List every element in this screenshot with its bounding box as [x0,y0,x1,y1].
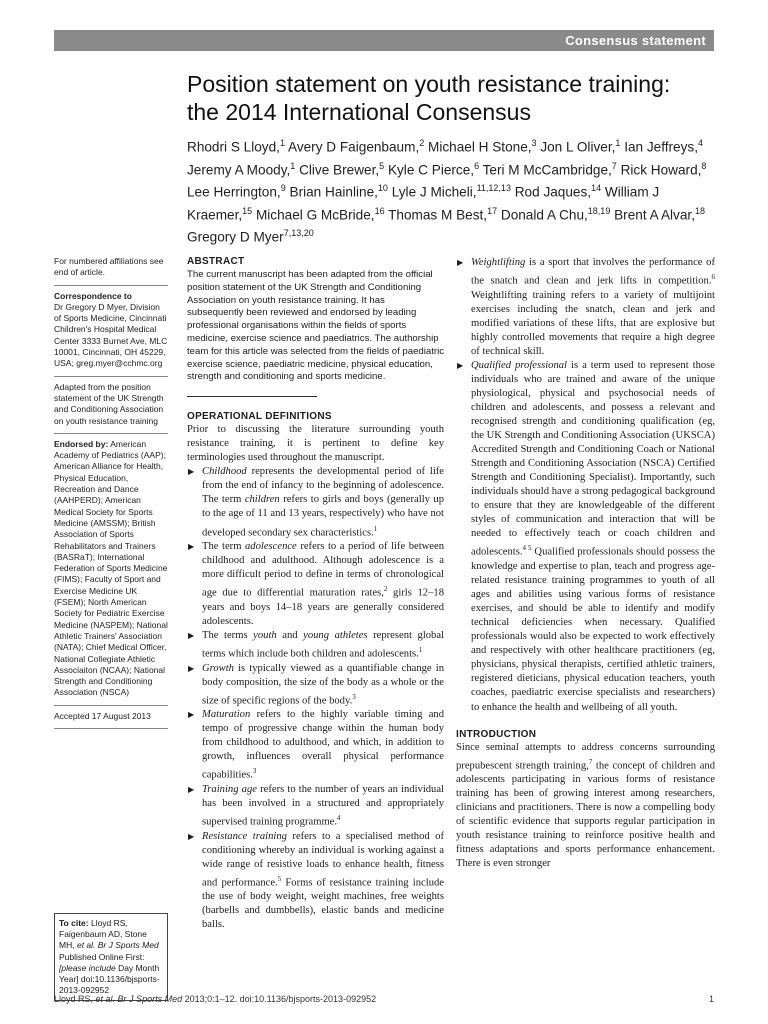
definition-term: adolescence [245,541,297,553]
definition-text: and [276,629,304,641]
title-line-1: Position statement on youth resistance training: [187,71,671,97]
author-name: Kyle C Pierce, [387,162,475,178]
reference-number: 3 [352,692,356,701]
definition-term: Weightlifting [471,257,526,268]
bullet-triangle-icon: ▶ [188,831,195,841]
page-footer: Lloyd RS, et al. Br J Sports Med 2013;0:1–12. doi:10.1136/bjsports-2013-092952 1 [54,994,714,1004]
reference-number: 4 [337,814,341,823]
divider [54,285,168,286]
definition-text: is a sport that involves the performance of the snatch and clean and jerk lifts in competition. [471,257,715,287]
author-name: Rhodri S Lloyd, [187,139,280,155]
column-right [456,256,715,872]
bullet-triangle-icon: ▶ [457,258,464,267]
definition-text: represent global terms which include both children and adolescents. [202,629,444,660]
correspondence-text: Dr Gregory D Myer, Division of Sports Medicine, Cincinnati Children's Hospital Medical Center 3333 Burnet Ave, MLC 10001, Cincinnati, OH 45229, USA; greg.myer@cchmc.org [54,301,168,369]
adapted-note: Adapted from the position statement of the UK Strength and Conditioning Association on youth resistance training [54,381,164,426]
author-name: Jeremy A Moody, [187,162,291,178]
definition-text: Qualified professionals should possess the knowledge and expertise to plan, teach and progress age-related resistance training programmes to youth of all ages and abilities using various forms of resistance exercises, and should be able to identify and modify technical deficiencies when necessary. Qualified professionals would also be expected to work effectively and respectively with other healthcare practitioners (eg, physicians, physical therapists, certified athletic trainers, registered dieticians, physical education teachers, youth coaches, paediatric exercise specialists and researchers) to enhance the health and wellbeing of all youth. [471,547,716,713]
author-affiliation-number: 10 [377,183,388,194]
definition-list [187,465,444,932]
author-name: William J Kraemer, [187,184,660,223]
definition-item [187,783,444,830]
author-name: Michael H Stone, [428,139,532,155]
definition-text: The terms [202,629,254,641]
divider [54,433,168,434]
author-affiliation-number: 9 [280,183,286,194]
author-name: Rick Howard, [620,162,702,178]
definition-term: Resistance training [202,830,287,842]
author-name: Rod Jaques, [514,184,592,200]
author-affiliation-number: 18,19 [587,205,611,216]
author-affiliation-number: 6 [474,160,480,171]
author-affiliation-number: 16 [374,205,385,216]
author-name: Ian Jeffreys, [624,139,698,155]
definition-term: Childhood [202,466,247,478]
section-banner: Consensus statement [54,30,714,51]
author-affiliation-number: 8 [701,160,707,171]
bullet-triangle-icon: ▶ [188,663,195,673]
page-number: 1 [708,994,714,1004]
reference-number: 4 5 [522,544,532,553]
author-name: Teri M McCambridge, [482,162,612,178]
definition-item [187,662,444,709]
author-affiliation-number: 17 [487,205,498,216]
definition-text: Forms of resistance training include the use of body weight, weight machines, free weights (barbells and dumbbells), elastic bands and medicine balls. [202,877,444,931]
bullet-triangle-icon: ▶ [188,630,195,640]
definition-text: is typically viewed as a quantifiable change in body composition, the size of the body as a whole or the size of specific regions of the body. [202,662,444,707]
definition-item [187,708,444,783]
author-affiliation-number: 11,12,13 [476,183,511,194]
definition-term: youth [253,629,277,641]
author-affiliation-number: 1 [290,160,296,171]
introduction-heading: INTRODUCTION [456,728,537,740]
operational-definitions-intro: Prior to discussing the literature surrounding youth resistance training, it is pertinent to define key terminologies used throughout the manuscript. [187,424,444,464]
author-name: Brian Hainline, [289,184,378,200]
author-affiliation-number: 3 [531,138,537,148]
divider [54,376,168,377]
author-affiliation-number: 5 [379,160,385,171]
author-name: Avery D Faigenbaum, [288,139,420,155]
reference-number: 2 [383,585,388,594]
divider [54,728,168,729]
sidebar [54,256,168,734]
reference-number: 6 [711,273,715,282]
author-name: Lyle J Micheli, [391,184,477,200]
reference-number: 3 [252,767,257,776]
definition-text: refers to a period of life between childhood and adulthood. Although adolescence is a more difficult period to define in terms of chronological age due to differential maturation rates, [202,541,444,599]
definition-text: refers to the number of years an individual has been involved in a structured and appropriately supervised training programme. [202,783,444,828]
definition-term: children [244,494,280,506]
definition-list-continued [456,256,715,715]
abstract-heading: ABSTRACT [187,256,245,267]
definition-text: Weightlifting training refers to a variety of multijoint exercises including the snatch, clean and jerk and modified variations of these lifts, that are explosive but highly controlled movements that require a high degree of technical skill. [471,289,715,357]
author-affiliation-number: 2 [419,138,425,148]
definition-term: Training age [202,783,257,795]
divider [54,705,168,706]
author-affiliation-number: 1 [279,138,285,148]
author-affiliation-number: 15 [242,205,253,216]
divider [187,396,317,397]
definition-text: refers to the highly variable timing and tempo of progressive change within the human body from childhood to adulthood, and which, in addition to growth, influences overall physical performance capabilities. [202,709,444,781]
definition-item [187,540,444,629]
operational-definitions-heading: OPERATIONAL DEFINITIONS [187,411,332,423]
definition-item [187,629,444,662]
abstract-text: The current manuscript has been adapted from the official position statement of the UK Strength and Conditioning Association on youth resistance training. It has subsequently been reviewed and endorsed by leading professional organisations within the fields of sports medicine, exercise science and paediatrics. The authorship team for this article was selected from the fields of paediatric exercise science, paediatric medicine, physical education, strength and conditioning and sports medicine. [187,269,445,383]
introduction-text: Since seminal attempts to address concerns surrounding prepubescent strength training,$^7$ the concept of children and adolescents participating in various forms of resistance training has been of growing interest among researchers, clinicians and practitioners. There is now a compelling body of scientific evidence that supports regular participation in youth resistance training to reinforce positive health and fitness adaptations and sports performance enhancement. There is even stronger [456,741,715,870]
reference-number: 5 [277,874,282,883]
reference-number: 1 [418,645,423,654]
author-name: Thomas M Best, [388,207,488,223]
author-affiliation-number: 7 [611,160,617,171]
author-affiliation-number: 14 [591,183,602,194]
endorsements: Endorsed by: American Academy of Pediatrics (AAP); American Alliance for Health, Physical Education, Recreation and Dance (AAHPERD); American Medical Society for Sports Medicine (AMSSM); British Association of Sports Rehabilitators and Trainers (BASRaT); International Federation of Sports Medicine (FIMS); Faculty of Sport and Exercise Medicine UK (FSEM); North American Society for Pediatric Exercise Medicine (NASPEM); National Athletic Trainers' Association (NATA); Chief Medical Officer, National Collegiate Athletic Associaiton (NCAA); National Strength and Conditioning Association (NSCA) [54,438,168,698]
definition-text: refers to a specialised method of conditioning whereby an individual is working against a wide range of resistive loads to enhance health, fitness and performance. [202,830,444,889]
definition-text: is a term used to represent those individuals who are trained and aware of the unique physiological, physical and psychosocial needs of children and adolescents, and possess a relevant and recognised strength and conditioning qualification (eg, the UK Strength and Conditioning Association (UKSCA) Accredited Strength and Conditioning Coach or National Strength and Conditioning Association (NSCA) Certified Strength and Conditioning Specialist). Importantly, such individuals should have a strong pedagogical background to ensure that they are knowledgeable of the different styles of communication and interaction that will be needed to effectively teach or coach children and adolescents. [471,359,716,558]
affiliation-note: For numbered affiliations see end of article. [54,256,164,278]
bullet-triangle-icon: ▶ [457,360,464,370]
bullet-triangle-icon: ▶ [188,710,195,720]
correspondence-heading: Correspondence to [54,290,132,301]
author-affiliation-number: 18 [694,205,705,216]
bullet-triangle-icon: ▶ [188,467,195,477]
definition-text: represents the developmental period of life from the end of infancy to the beginning of adolescence. The term [202,466,444,506]
definition-term: Growth [202,662,234,674]
bullet-triangle-icon: ▶ [188,784,195,794]
definition-term: Maturation [202,709,251,721]
author-name: Jon L Oliver, [540,139,616,155]
author-list [187,134,717,247]
reference-number: 1 [373,524,378,533]
author-name: Donald A Chu, [500,207,588,223]
author-affiliation-number: 7,13,20 [283,228,314,239]
column-left [187,256,444,932]
definition-text: The term [202,541,245,553]
author-name: Gregory D Myer [187,229,284,245]
definition-term: Qualified professional [471,359,568,371]
definition-item [456,256,715,359]
author-affiliation-number: 4 [697,138,703,148]
title-line-2: the 2014 International Consensus [187,99,531,125]
definition-item [187,830,444,933]
author-name: Brent A Alvar, [614,207,695,223]
author-affiliation-number: 1 [615,138,621,148]
author-name: Clive Brewer, [299,162,380,178]
definition-term: young athletes [303,629,368,641]
definition-text: refers to girls and boys (generally up to the age of 11 and 13 years, respectively) who have not developed secondary sex characteristics. [202,494,444,539]
article-title [187,70,727,126]
author-name: Michael G McBride, [255,207,375,223]
cite-box: To cite: Lloyd RS, Faigenbaum AD, Stone MH, et al. Br J Sports Med Published Online First: [please include Day Month Year] doi:10.1136/bjsports-2013-092952 [54,913,168,1001]
bullet-triangle-icon: ▶ [188,542,195,552]
accepted-date: Accepted 17 August 2013 [54,710,151,721]
author-name: Lee Herrington, [187,184,281,200]
definition-item [456,359,715,715]
definition-item [187,465,444,540]
definition-text: girls 12–18 years and boys 14–18 years are generally considered adolescents. [202,587,444,627]
